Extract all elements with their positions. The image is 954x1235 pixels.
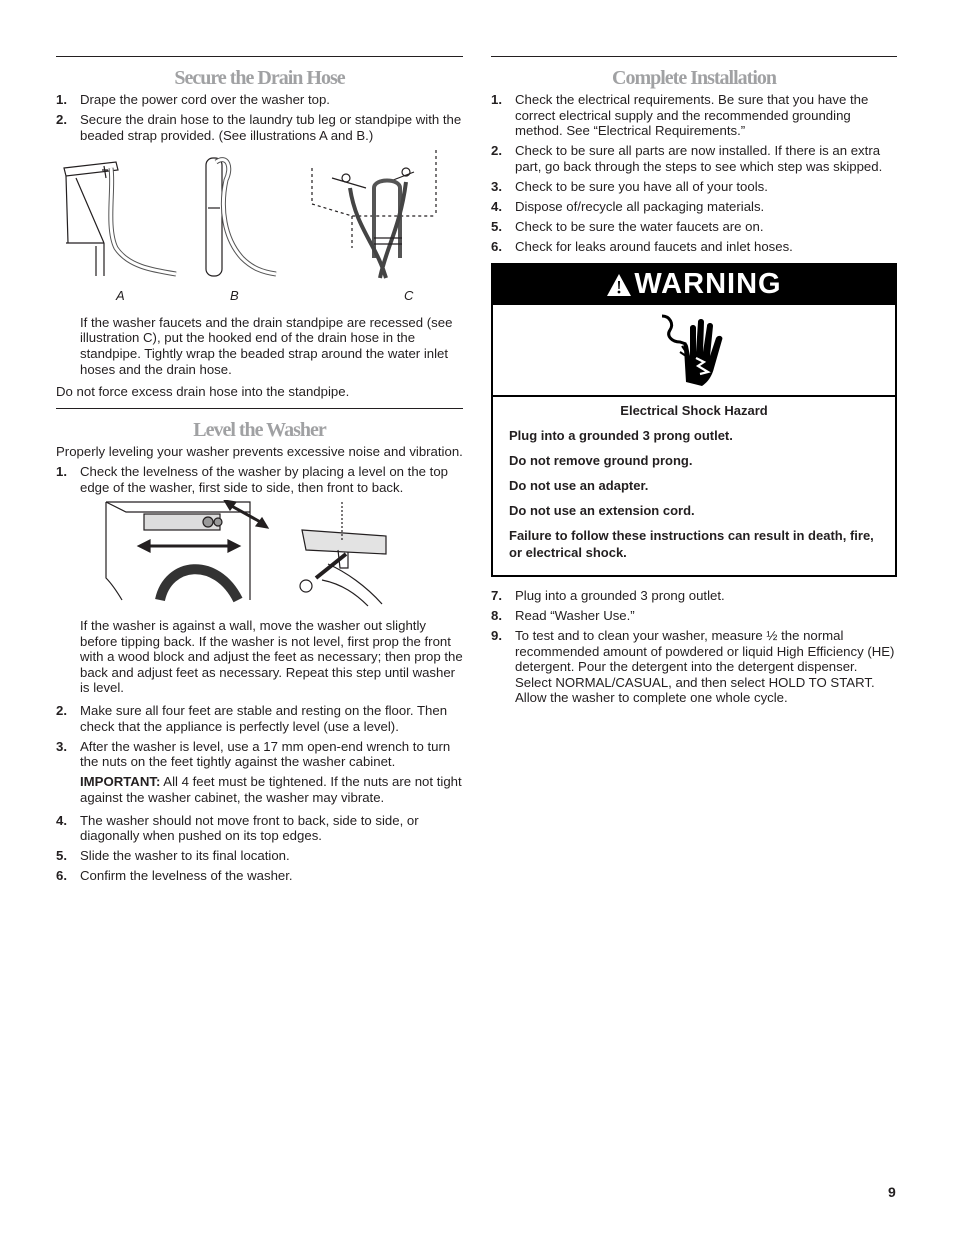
washer-level-illustration: [106, 500, 268, 600]
complete-step-2: 2. Check to be sure all parts are now installed. If there is an extra part, go back through the steps to see which step was skipped.: [491, 143, 883, 174]
page-number: 9: [888, 1184, 896, 1200]
wall-note: If the washer is against a wall, move the washer out slightly before tipping back. If the washer is not level, first prop the front with a wood block and adjust the feet as necessary; then prop the back and adjust feet as necessary. Repeat this step until washer is level.: [80, 618, 463, 696]
important-label: IMPORTANT:: [80, 774, 161, 790]
figure-label-b: B: [230, 287, 239, 303]
section-rule: [56, 408, 463, 409]
illustration-b: [206, 158, 276, 276]
complete-step-4: 4. Dispose of/recycle all packaging materials.: [491, 199, 765, 215]
drain-step-2: 2. Secure the drain hose to the laundry tub leg or standpipe with the beaded strap provided. (See illustrations A and B.): [56, 112, 462, 143]
section-rule: [56, 56, 463, 57]
warning-line: Do not use an extension cord.: [509, 502, 695, 518]
recessed-note: If the washer faucets and the drain standpipe are recessed (see illustration C), put the hooked end of the drain hose in the standpipe. Tightly wrap the beaded strap around the water inlet hoses and the drain hose.: [80, 314, 453, 377]
complete-step-3: 3. Check to be sure you have all of your tools.: [491, 178, 768, 194]
figure-label-c: C: [404, 287, 414, 303]
warning-triangle-icon: [606, 273, 632, 297]
level-step-3: 3. After the washer is level, use a 17 mm open-end wrench to turn the nuts on the feet tightly against the washer cabinet.: [56, 738, 451, 770]
complete-step-7: 7. Plug into a grounded 3 prong outlet.: [491, 587, 725, 603]
complete-step-9: 9. To test and to clean your washer, measure ½ the normal recommended amount of powdered or liquid High Efficiency (HE) detergent. Pour the detergent into the detergent dispenser. Select NORMAL/CASUAL, and then select HOLD TO START. Allow the washer to complete one whole cycle.: [491, 628, 895, 706]
level-intro: Properly leveling your washer prevents excessive noise and vibration.: [56, 443, 463, 459]
warning-header: [493, 265, 895, 305]
complete-step-5: 5. Check to be sure the water faucets are on.: [491, 219, 764, 235]
warning-header-text: WARNING: [634, 268, 782, 301]
level-step-1: 1. Check the levelness of the washer by placing a level on the top edge of the washer, first side to side, then front to back.: [56, 464, 449, 495]
complete-step-6: 6. Check for leaks around faucets and inlet hoses.: [491, 239, 793, 255]
warning-icon-area: [493, 305, 895, 397]
left-column: [56, 56, 463, 888]
warning-line: Plug into a grounded 3 prong outlet.: [509, 427, 733, 443]
right-column: [491, 56, 897, 711]
section-rule: [491, 56, 897, 57]
illustration-c: [312, 150, 436, 278]
level-step-5: 5. Slide the washer to its final location.: [56, 848, 290, 864]
warning-line: Do not use an adapter.: [509, 477, 649, 493]
drain-hose-illustrations: [56, 148, 463, 288]
level-step-4: 4. The washer should not move front to back, side to side, or diagonally when pushed on its top edges.: [56, 812, 419, 844]
important-text: All 4 feet must be tightened. If the nuts are not tight against the washer cabinet, the washer may vibrate.: [80, 774, 462, 805]
foot-adjust-illustration: [300, 502, 386, 606]
complete-step-8: 8. Read “Washer Use.”: [491, 607, 635, 623]
complete-step-1: 1. Check the electrical requirements. Be sure that you have the correct electrical supply and the recommended grounding method. See “Electrical Requirements.”: [491, 92, 869, 139]
warning-box: [491, 263, 897, 577]
figure-labels: [56, 288, 463, 306]
hazard-title: Electrical Shock Hazard: [620, 402, 768, 418]
warning-line: Do not remove ground prong.: [509, 452, 693, 468]
drain-section-title: Secure the Drain Hose: [174, 67, 345, 89]
warning-line: Failure to follow these instructions can result in death, fire, or electrical shock.: [509, 527, 874, 560]
figure-label-a: A: [116, 287, 125, 303]
drain-step-1: 1. Drape the power cord over the washer top.: [56, 92, 330, 107]
level-step-2: 2. Make sure all four feet are stable and resting on the floor. Then check that the appliance is perfectly level (use a level).: [56, 703, 448, 734]
illustration-a: [64, 162, 176, 276]
warning-body: [493, 397, 895, 575]
complete-section-title: Complete Installation: [612, 67, 776, 89]
important-note: [80, 774, 463, 805]
leveling-illustrations: [56, 500, 463, 608]
electric-shock-hand-icon: [656, 312, 732, 388]
level-step-6: 6. Confirm the levelness of the washer.: [56, 868, 293, 884]
level-section-title: Level the Washer: [193, 418, 326, 441]
force-note: Do not force excess drain hose into the standpipe.: [56, 384, 350, 400]
